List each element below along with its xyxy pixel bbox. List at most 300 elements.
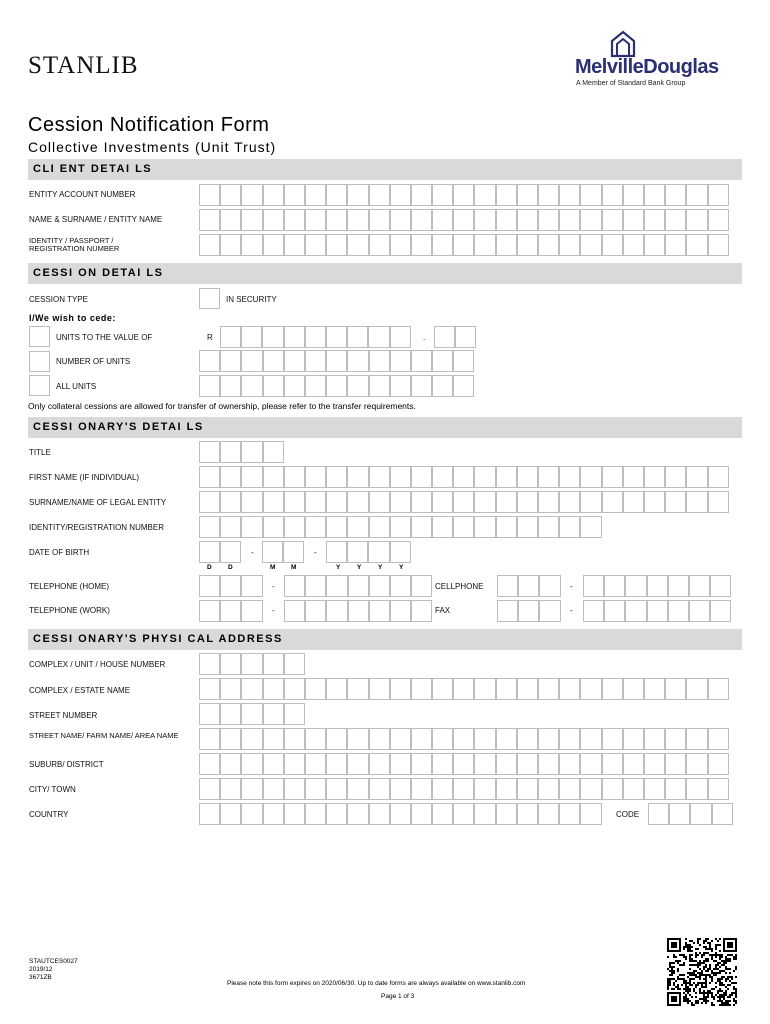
- char-box[interactable]: [263, 778, 284, 800]
- char-box[interactable]: [623, 209, 644, 231]
- char-box[interactable]: [455, 326, 476, 348]
- char-box[interactable]: [241, 209, 262, 231]
- char-box[interactable]: [241, 678, 262, 700]
- char-box[interactable]: [434, 326, 455, 348]
- char-box[interactable]: [665, 491, 686, 513]
- identity-field[interactable]: [199, 234, 729, 256]
- char-box[interactable]: [241, 778, 262, 800]
- units-value-checkbox[interactable]: [29, 326, 50, 347]
- char-box[interactable]: [432, 350, 453, 372]
- char-box[interactable]: [644, 466, 665, 488]
- char-box[interactable]: [241, 516, 262, 538]
- complex-name-field[interactable]: [199, 678, 729, 700]
- char-box[interactable]: [369, 234, 390, 256]
- char-box[interactable]: [665, 753, 686, 775]
- tel-home-number-field[interactable]: [284, 575, 432, 597]
- char-box[interactable]: [669, 803, 690, 825]
- char-box[interactable]: [347, 375, 368, 397]
- char-box[interactable]: [262, 326, 283, 348]
- tel-work-number-field[interactable]: [284, 600, 432, 622]
- char-box[interactable]: [623, 678, 644, 700]
- char-box[interactable]: [518, 600, 539, 622]
- char-box[interactable]: [644, 184, 665, 206]
- char-box[interactable]: [305, 516, 326, 538]
- char-box[interactable]: [432, 234, 453, 256]
- char-box[interactable]: [284, 234, 305, 256]
- char-box[interactable]: [602, 184, 623, 206]
- char-box[interactable]: [347, 466, 368, 488]
- char-box[interactable]: [580, 184, 601, 206]
- char-box[interactable]: [432, 728, 453, 750]
- char-box[interactable]: [496, 803, 517, 825]
- char-box[interactable]: [326, 491, 347, 513]
- char-box[interactable]: [602, 491, 623, 513]
- char-box[interactable]: [686, 491, 707, 513]
- char-box[interactable]: [199, 375, 220, 397]
- units-value-cents-field[interactable]: [434, 326, 476, 348]
- char-box[interactable]: [241, 575, 262, 597]
- char-box[interactable]: [411, 600, 432, 622]
- char-box[interactable]: [665, 678, 686, 700]
- char-box[interactable]: [689, 575, 710, 597]
- char-box[interactable]: [580, 803, 601, 825]
- char-box[interactable]: [453, 803, 474, 825]
- char-box[interactable]: [517, 466, 538, 488]
- char-box[interactable]: [474, 466, 495, 488]
- char-box[interactable]: [326, 326, 347, 348]
- char-box[interactable]: [369, 600, 390, 622]
- char-box[interactable]: [559, 778, 580, 800]
- char-box[interactable]: [580, 209, 601, 231]
- char-box[interactable]: [583, 600, 604, 622]
- cellphone-code-field[interactable]: [497, 575, 561, 597]
- char-box[interactable]: [625, 575, 646, 597]
- char-box[interactable]: [517, 803, 538, 825]
- char-box[interactable]: [559, 803, 580, 825]
- char-box[interactable]: [263, 184, 284, 206]
- char-box[interactable]: [411, 466, 432, 488]
- char-box[interactable]: [496, 491, 517, 513]
- char-box[interactable]: [559, 728, 580, 750]
- surname-field[interactable]: [199, 491, 729, 513]
- char-box[interactable]: [453, 778, 474, 800]
- char-box[interactable]: [496, 678, 517, 700]
- char-box[interactable]: [668, 600, 689, 622]
- char-box[interactable]: [220, 653, 241, 675]
- char-box[interactable]: [623, 778, 644, 800]
- char-box[interactable]: [347, 184, 368, 206]
- char-box[interactable]: [347, 678, 368, 700]
- char-box[interactable]: [199, 209, 220, 231]
- char-box[interactable]: [390, 234, 411, 256]
- char-box[interactable]: [474, 728, 495, 750]
- char-box[interactable]: [538, 491, 559, 513]
- char-box[interactable]: [390, 350, 411, 372]
- char-box[interactable]: [263, 516, 284, 538]
- char-box[interactable]: [284, 184, 305, 206]
- char-box[interactable]: [602, 466, 623, 488]
- char-box[interactable]: [263, 375, 284, 397]
- char-box[interactable]: [496, 778, 517, 800]
- char-box[interactable]: [347, 209, 368, 231]
- char-box[interactable]: [708, 778, 729, 800]
- char-box[interactable]: [326, 575, 347, 597]
- char-box[interactable]: [686, 753, 707, 775]
- char-box[interactable]: [411, 728, 432, 750]
- char-box[interactable]: [305, 491, 326, 513]
- char-box[interactable]: [497, 600, 518, 622]
- char-box[interactable]: [432, 491, 453, 513]
- char-box[interactable]: [517, 491, 538, 513]
- char-box[interactable]: [559, 466, 580, 488]
- char-box[interactable]: [623, 753, 644, 775]
- char-box[interactable]: [305, 728, 326, 750]
- char-box[interactable]: [496, 209, 517, 231]
- char-box[interactable]: [220, 516, 241, 538]
- char-box[interactable]: [199, 516, 220, 538]
- char-box[interactable]: [369, 728, 390, 750]
- char-box[interactable]: [496, 728, 517, 750]
- char-box[interactable]: [644, 753, 665, 775]
- char-box[interactable]: [602, 234, 623, 256]
- char-box[interactable]: [284, 678, 305, 700]
- char-box[interactable]: [369, 575, 390, 597]
- char-box[interactable]: [517, 753, 538, 775]
- char-box[interactable]: [644, 678, 665, 700]
- char-box[interactable]: [668, 575, 689, 597]
- char-box[interactable]: [559, 491, 580, 513]
- char-box[interactable]: [474, 209, 495, 231]
- char-box[interactable]: [199, 350, 220, 372]
- char-box[interactable]: [284, 803, 305, 825]
- char-box[interactable]: [453, 209, 474, 231]
- dob-day-field[interactable]: [199, 541, 241, 563]
- units-value-field[interactable]: [220, 326, 411, 348]
- char-box[interactable]: [432, 466, 453, 488]
- name-surname-field[interactable]: [199, 209, 729, 231]
- char-box[interactable]: [411, 375, 432, 397]
- char-box[interactable]: [517, 778, 538, 800]
- char-box[interactable]: [708, 753, 729, 775]
- char-box[interactable]: [220, 209, 241, 231]
- char-box[interactable]: [644, 728, 665, 750]
- fax-number-field[interactable]: [583, 600, 731, 622]
- char-box[interactable]: [305, 375, 326, 397]
- char-box[interactable]: [496, 516, 517, 538]
- char-box[interactable]: [708, 184, 729, 206]
- char-box[interactable]: [538, 728, 559, 750]
- all-units-checkbox[interactable]: [29, 375, 50, 396]
- char-box[interactable]: [602, 728, 623, 750]
- char-box[interactable]: [686, 466, 707, 488]
- char-box[interactable]: [453, 466, 474, 488]
- char-box[interactable]: [390, 326, 411, 348]
- char-box[interactable]: [263, 466, 284, 488]
- char-box[interactable]: [347, 516, 368, 538]
- char-box[interactable]: [580, 516, 601, 538]
- char-box[interactable]: [390, 600, 411, 622]
- country-field[interactable]: [199, 803, 602, 825]
- char-box[interactable]: [538, 466, 559, 488]
- char-box[interactable]: [347, 491, 368, 513]
- char-box[interactable]: [241, 375, 262, 397]
- char-box[interactable]: [665, 234, 686, 256]
- char-box[interactable]: [623, 728, 644, 750]
- char-box[interactable]: [686, 234, 707, 256]
- char-box[interactable]: [602, 753, 623, 775]
- char-box[interactable]: [647, 575, 668, 597]
- char-box[interactable]: [199, 600, 220, 622]
- char-box[interactable]: [368, 541, 389, 563]
- char-box[interactable]: [538, 516, 559, 538]
- char-box[interactable]: [305, 234, 326, 256]
- char-box[interactable]: [710, 600, 731, 622]
- char-box[interactable]: [390, 541, 411, 563]
- char-box[interactable]: [220, 541, 241, 563]
- char-box[interactable]: [347, 234, 368, 256]
- char-box[interactable]: [347, 753, 368, 775]
- char-box[interactable]: [538, 778, 559, 800]
- char-box[interactable]: [305, 753, 326, 775]
- code-field[interactable]: [648, 803, 733, 825]
- char-box[interactable]: [220, 234, 241, 256]
- char-box[interactable]: [623, 466, 644, 488]
- char-box[interactable]: [347, 350, 368, 372]
- char-box[interactable]: [305, 466, 326, 488]
- char-box[interactable]: [538, 184, 559, 206]
- char-box[interactable]: [432, 803, 453, 825]
- char-box[interactable]: [432, 678, 453, 700]
- char-box[interactable]: [284, 778, 305, 800]
- char-box[interactable]: [390, 209, 411, 231]
- char-box[interactable]: [604, 600, 625, 622]
- char-box[interactable]: [453, 678, 474, 700]
- char-box[interactable]: [305, 184, 326, 206]
- char-box[interactable]: [474, 184, 495, 206]
- char-box[interactable]: [263, 350, 284, 372]
- char-box[interactable]: [241, 326, 262, 348]
- city-field[interactable]: [199, 778, 729, 800]
- char-box[interactable]: [580, 491, 601, 513]
- char-box[interactable]: [559, 209, 580, 231]
- char-box[interactable]: [623, 491, 644, 513]
- char-box[interactable]: [220, 600, 241, 622]
- char-box[interactable]: [220, 466, 241, 488]
- char-box[interactable]: [199, 703, 220, 725]
- char-box[interactable]: [263, 753, 284, 775]
- char-box[interactable]: [263, 209, 284, 231]
- char-box[interactable]: [539, 575, 560, 597]
- char-box[interactable]: [411, 350, 432, 372]
- fax-code-field[interactable]: [497, 600, 561, 622]
- char-box[interactable]: [348, 600, 369, 622]
- char-box[interactable]: [390, 184, 411, 206]
- char-box[interactable]: [411, 209, 432, 231]
- char-box[interactable]: [305, 778, 326, 800]
- char-box[interactable]: [326, 541, 347, 563]
- char-box[interactable]: [284, 491, 305, 513]
- char-box[interactable]: [220, 803, 241, 825]
- char-box[interactable]: [199, 466, 220, 488]
- char-box[interactable]: [368, 326, 389, 348]
- char-box[interactable]: [644, 234, 665, 256]
- char-box[interactable]: [262, 541, 283, 563]
- char-box[interactable]: [411, 575, 432, 597]
- char-box[interactable]: [474, 753, 495, 775]
- char-box[interactable]: [538, 803, 559, 825]
- char-box[interactable]: [199, 803, 220, 825]
- char-box[interactable]: [199, 728, 220, 750]
- char-box[interactable]: [199, 441, 220, 463]
- char-box[interactable]: [648, 803, 669, 825]
- char-box[interactable]: [474, 678, 495, 700]
- in-security-checkbox[interactable]: [199, 288, 220, 309]
- char-box[interactable]: [453, 516, 474, 538]
- char-box[interactable]: [708, 466, 729, 488]
- char-box[interactable]: [284, 703, 305, 725]
- char-box[interactable]: [347, 541, 368, 563]
- char-box[interactable]: [369, 678, 390, 700]
- char-box[interactable]: [710, 575, 731, 597]
- char-box[interactable]: [369, 375, 390, 397]
- char-box[interactable]: [199, 184, 220, 206]
- char-box[interactable]: [326, 516, 347, 538]
- cessionary-id-field[interactable]: [199, 516, 602, 538]
- char-box[interactable]: [538, 209, 559, 231]
- char-box[interactable]: [390, 375, 411, 397]
- char-box[interactable]: [263, 803, 284, 825]
- char-box[interactable]: [517, 728, 538, 750]
- char-box[interactable]: [284, 350, 305, 372]
- char-box[interactable]: [220, 326, 241, 348]
- char-box[interactable]: [241, 184, 262, 206]
- char-box[interactable]: [220, 184, 241, 206]
- char-box[interactable]: [263, 653, 284, 675]
- char-box[interactable]: [220, 703, 241, 725]
- char-box[interactable]: [241, 441, 262, 463]
- char-box[interactable]: [284, 653, 305, 675]
- char-box[interactable]: [453, 491, 474, 513]
- char-box[interactable]: [326, 350, 347, 372]
- char-box[interactable]: [263, 678, 284, 700]
- char-box[interactable]: [369, 466, 390, 488]
- char-box[interactable]: [326, 803, 347, 825]
- char-box[interactable]: [369, 184, 390, 206]
- char-box[interactable]: [199, 653, 220, 675]
- char-box[interactable]: [241, 803, 262, 825]
- char-box[interactable]: [686, 678, 707, 700]
- char-box[interactable]: [580, 234, 601, 256]
- char-box[interactable]: [390, 753, 411, 775]
- char-box[interactable]: [411, 184, 432, 206]
- char-box[interactable]: [220, 678, 241, 700]
- char-box[interactable]: [263, 234, 284, 256]
- char-box[interactable]: [496, 753, 517, 775]
- char-box[interactable]: [284, 575, 305, 597]
- dob-year-field[interactable]: [326, 541, 411, 563]
- char-box[interactable]: [708, 678, 729, 700]
- char-box[interactable]: [390, 575, 411, 597]
- char-box[interactable]: [369, 209, 390, 231]
- char-box[interactable]: [347, 803, 368, 825]
- char-box[interactable]: [602, 778, 623, 800]
- char-box[interactable]: [220, 375, 241, 397]
- char-box[interactable]: [326, 728, 347, 750]
- char-box[interactable]: [647, 600, 668, 622]
- char-box[interactable]: [305, 326, 326, 348]
- char-box[interactable]: [284, 326, 305, 348]
- char-box[interactable]: [580, 678, 601, 700]
- char-box[interactable]: [326, 375, 347, 397]
- char-box[interactable]: [347, 728, 368, 750]
- char-box[interactable]: [474, 516, 495, 538]
- char-box[interactable]: [390, 728, 411, 750]
- char-box[interactable]: [348, 575, 369, 597]
- char-box[interactable]: [538, 678, 559, 700]
- char-box[interactable]: [517, 516, 538, 538]
- char-box[interactable]: [517, 209, 538, 231]
- char-box[interactable]: [602, 209, 623, 231]
- char-box[interactable]: [241, 728, 262, 750]
- char-box[interactable]: [689, 600, 710, 622]
- char-box[interactable]: [263, 491, 284, 513]
- char-box[interactable]: [580, 753, 601, 775]
- char-box[interactable]: [665, 466, 686, 488]
- char-box[interactable]: [283, 541, 304, 563]
- char-box[interactable]: [284, 728, 305, 750]
- char-box[interactable]: [284, 516, 305, 538]
- char-box[interactable]: [517, 678, 538, 700]
- complex-number-field[interactable]: [199, 653, 305, 675]
- char-box[interactable]: [241, 234, 262, 256]
- char-box[interactable]: [305, 600, 326, 622]
- char-box[interactable]: [602, 678, 623, 700]
- char-box[interactable]: [326, 466, 347, 488]
- char-box[interactable]: [453, 728, 474, 750]
- char-box[interactable]: [284, 600, 305, 622]
- char-box[interactable]: [199, 575, 220, 597]
- number-units-field[interactable]: [199, 350, 474, 372]
- char-box[interactable]: [326, 778, 347, 800]
- first-name-field[interactable]: [199, 466, 729, 488]
- char-box[interactable]: [241, 491, 262, 513]
- char-box[interactable]: [474, 803, 495, 825]
- char-box[interactable]: [644, 209, 665, 231]
- char-box[interactable]: [497, 575, 518, 597]
- char-box[interactable]: [453, 350, 474, 372]
- char-box[interactable]: [518, 575, 539, 597]
- all-units-field[interactable]: [199, 375, 474, 397]
- char-box[interactable]: [411, 678, 432, 700]
- char-box[interactable]: [538, 753, 559, 775]
- char-box[interactable]: [411, 516, 432, 538]
- char-box[interactable]: [538, 234, 559, 256]
- tel-home-code-field[interactable]: [199, 575, 263, 597]
- char-box[interactable]: [604, 575, 625, 597]
- char-box[interactable]: [347, 778, 368, 800]
- char-box[interactable]: [220, 753, 241, 775]
- char-box[interactable]: [390, 516, 411, 538]
- number-units-checkbox[interactable]: [29, 351, 50, 372]
- char-box[interactable]: [453, 375, 474, 397]
- char-box[interactable]: [453, 753, 474, 775]
- char-box[interactable]: [199, 753, 220, 775]
- char-box[interactable]: [539, 600, 560, 622]
- char-box[interactable]: [559, 516, 580, 538]
- char-box[interactable]: [432, 516, 453, 538]
- char-box[interactable]: [580, 728, 601, 750]
- char-box[interactable]: [686, 728, 707, 750]
